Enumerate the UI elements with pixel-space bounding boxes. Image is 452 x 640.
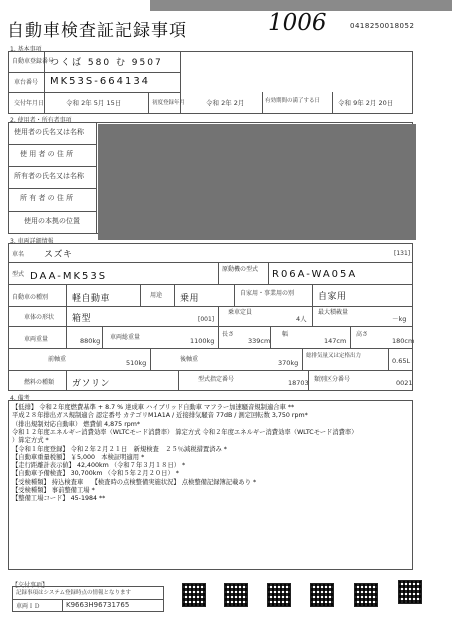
remarks-line: ）算定方式 * [12,437,49,445]
remarks-line: 平成２８年排出ガス規制適合 認定番号 カテゴリM1A1A / 近接排気騒音 77dB / 測定回転数 3,750 rpm* [12,412,308,420]
make-value: スズキ [44,250,73,260]
document-number: 0418250018052 [350,22,415,30]
capacity-value: 4人 [296,315,307,323]
base-location-label: 使用の本拠の位置 [24,217,80,225]
qr-code [267,583,291,607]
fuel-value: ガソリン [72,379,111,389]
remarks-line: 【自動車予備検査】 30,700km （令和５年２月２０日） * [12,470,179,478]
displacement-value: 0.65L [392,357,411,365]
owner-section-label: 2. 使用者・所有者事項 [10,117,72,124]
remarks-line: 【受検種類】 事前整備工場 * [12,487,95,494]
footer-section-label: 【交付事項】 [12,582,49,589]
plate-value: つくば 580 む 9507 [50,58,163,68]
remarks-line: （排出規制対応自動車） 燃費値 4,875 rpm* [12,420,141,428]
gross-weight-value: 1100kg [190,337,215,345]
body-value: 箱型 [72,314,92,324]
basic-section-label: 1. 基本事項 [10,46,42,53]
rear-axle-value: 370kg [278,359,299,367]
qr-code [182,583,206,607]
remarks-line: 【低排】 令和２年度燃費基準 + 8.7 % 達成車 ハイブリッド自動車 マフラー加速騒音規制適合車 ** [12,404,295,411]
page-title: 自動車検査証記録事項 [7,21,187,41]
make-label: 車名 [12,251,25,258]
first-registration-label: 初度登録年月 [152,100,186,106]
model-label: 型式 [12,271,25,278]
capacity-label: 乗車定員 [228,309,253,316]
front-axle-value: 510kg [126,359,147,367]
width-label: 幅 [282,331,289,338]
width-value: 147cm [324,337,347,345]
type-designation-value: 18703 [288,379,309,387]
user-address-label: 使 用 者 の 住 所 [20,150,74,158]
displacement-label: 総排気量又は定格出力 [306,353,362,359]
qr-code [354,583,378,607]
body-label: 車体の形状 [24,314,55,321]
footer-note: 記録事項はシステム登録時点の情報となります [16,590,131,596]
chassis-value: MK53S-664134 [50,76,151,87]
issue-date-label: 交付年月日 [14,100,45,107]
remarks-section-label: 4. 備考 [10,395,30,402]
owner-redaction [98,124,416,240]
first-registration-value: 令和 2年 2月 [206,99,245,107]
business-value: 自家用 [318,292,347,302]
owner-name-label: 所有者の氏名又は名称 [14,172,84,180]
engine-label: 原動機の型式 [222,266,259,273]
front-axle-label: 前軸重 [48,356,67,363]
max-load-label: 最大積載量 [318,309,349,316]
record-id-label: 車両ＩＤ [16,603,41,610]
engine-value: R06A-WA05A [272,269,358,280]
rear-axle-label: 後軸重 [180,356,199,363]
body-code: [001] [198,316,215,323]
max-load-value: －kg [392,315,407,323]
category-value: 0021 [396,379,413,387]
weight-value: 880kg [80,337,101,345]
qr-code [398,580,422,604]
qr-code [224,583,248,607]
use-value: 乗用 [180,294,200,304]
category-label: 類別区分番号 [314,376,351,383]
expiry-value: 令和 9年 2月 20日 [338,99,394,107]
qr-code [310,583,334,607]
length-label: 長さ [222,331,235,338]
business-label: 自家用・事業用の別 [240,290,295,297]
remarks-line: 【自動車重量税額】 ￥5,000 本検証明適用 * [12,453,145,461]
record-id-value: K9663H96731765 [66,601,130,609]
plate-label: 自動車登録番号 [12,58,55,65]
model-value: DAA-MK53S [30,271,108,282]
vehicle-section-label: 3. 車両詳細情報 [10,238,54,245]
type-designation-label: 型式指定番号 [198,376,235,383]
remarks-line: 【整備工場コード】 45-1984 ** [12,495,106,503]
fuel-label: 燃料の種類 [24,379,55,386]
remarks-line: 【走行距離計表示値】 42,400km （令和７年３月１８日） * [12,462,186,470]
user-name-label: 使用者の氏名又は名称 [14,128,84,136]
height-value: 180cm [392,337,415,345]
weight-label: 車両重量 [24,336,49,343]
use-label: 用途 [150,292,163,299]
vehicle-type-value: 軽自動車 [72,294,111,304]
expiry-label: 有効期間の満了する日 [265,98,321,104]
owner-address-label: 所 有 者 の 住 所 [20,194,74,202]
remarks-text [12,402,410,522]
make-code: [131] [394,250,411,257]
remarks-line: 【受検種類】 持込検査車 【検査時の点検整備実施状況】 点検整備記録簿記載あり * [12,478,257,486]
issue-date-value: 令和 2年 5月 15日 [66,99,122,107]
remarks-line: 【令和１年度登録】 令和２年２月２１日 新規検査 ２５％減税措置済み * [12,445,227,453]
handwritten-number: 1006 [268,10,327,36]
chassis-label: 車台番号 [14,79,39,86]
length-value: 339cm [248,337,271,345]
remarks-line: 令和１２年度エネルギー消費効率（WLTCモード消費率） 算定方式 令和２年度エネルギー消費効率（WLTCモード消費率） [12,428,358,436]
height-label: 高さ [356,331,369,338]
vehicle-type-label: 自動車の種別 [12,294,49,301]
gross-weight-label: 車両総重量 [110,334,141,341]
